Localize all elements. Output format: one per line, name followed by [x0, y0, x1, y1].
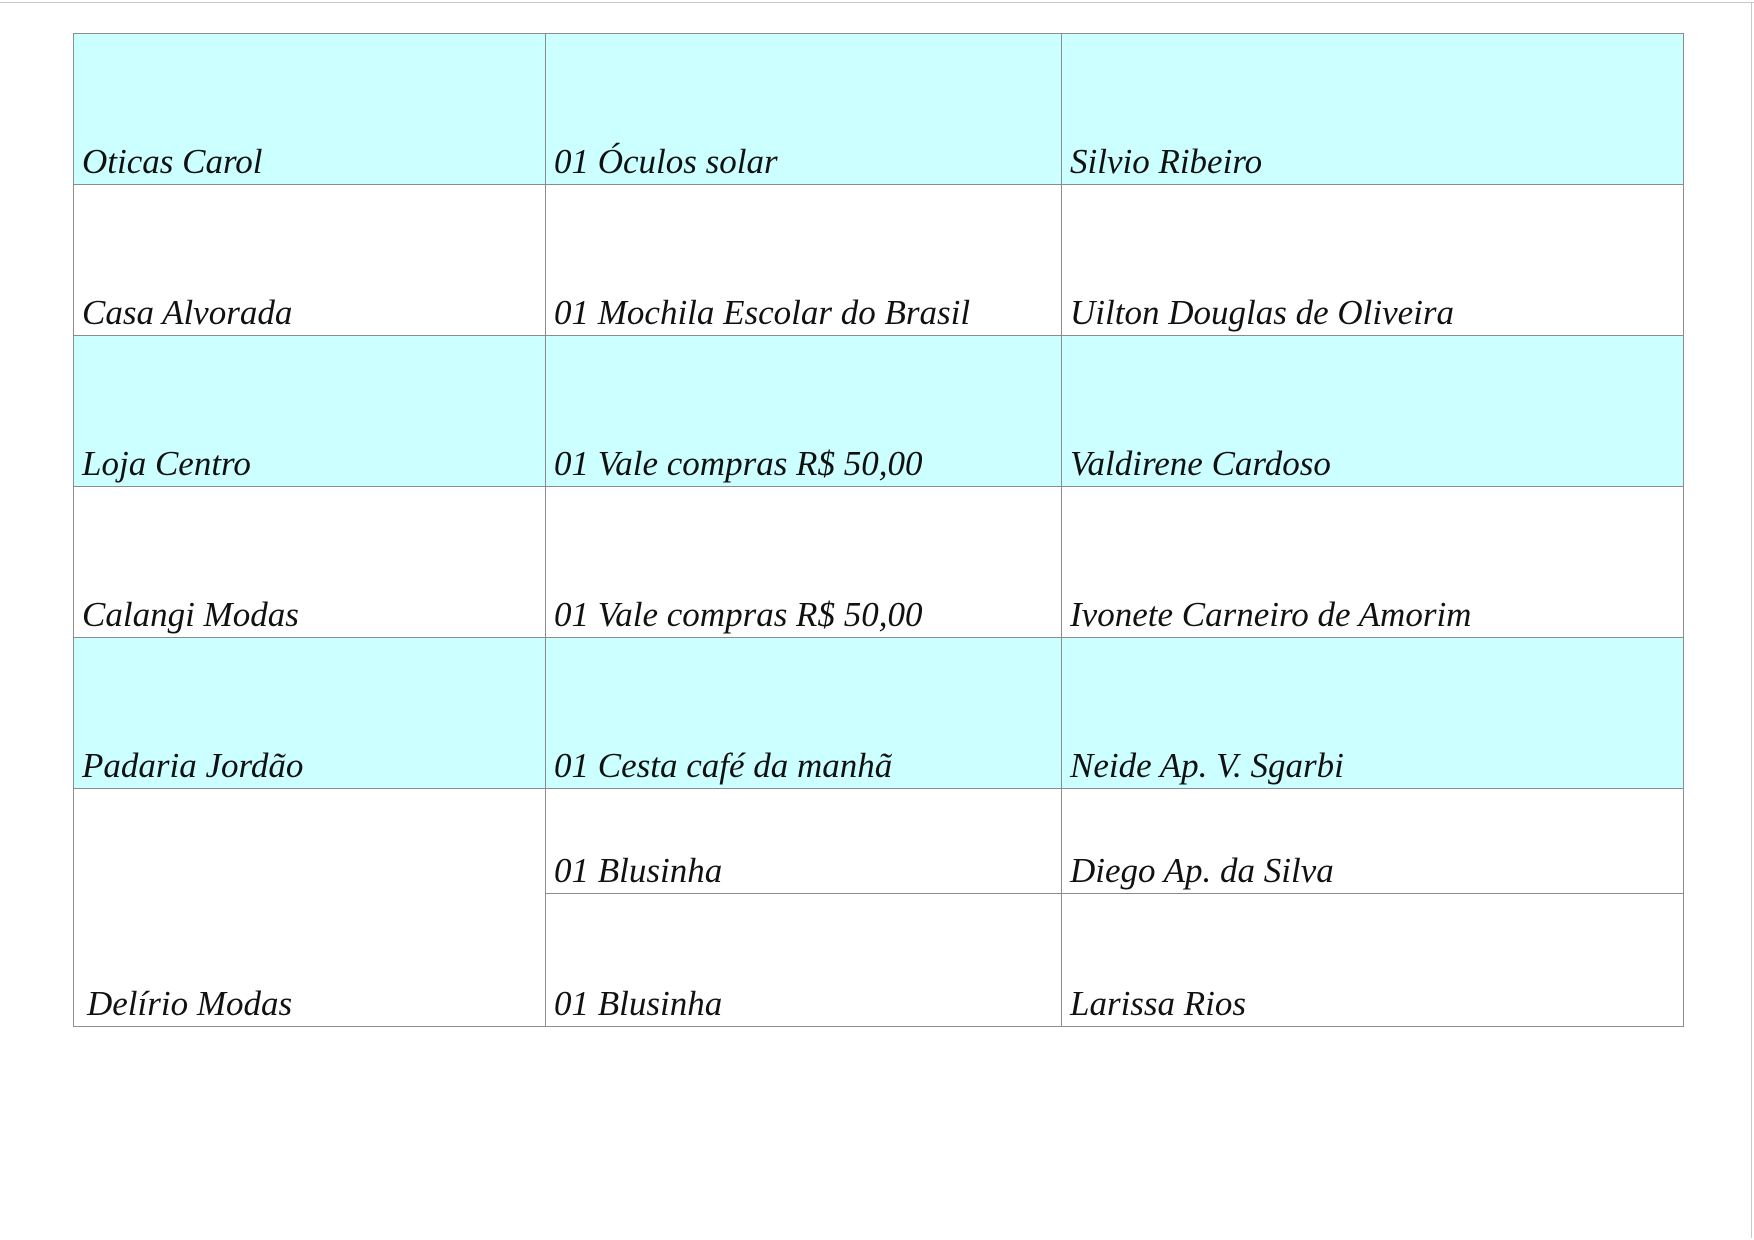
prize-cell: 01 Vale compras R$ 50,00	[546, 336, 1062, 487]
prize-cell: 01 Blusinha	[546, 789, 1062, 894]
winner-cell: Uilton Douglas de Oliveira	[1062, 185, 1684, 336]
store-cell: Oticas Carol	[74, 34, 546, 185]
table-row	[74, 185, 1684, 336]
store-cell: Padaria Jordão	[74, 638, 546, 789]
winner-cell: Larissa Rios	[1062, 894, 1684, 1027]
winner-cell: Ivonete Carneiro de Amorim	[1062, 487, 1684, 638]
table-row	[74, 34, 1684, 185]
prize-cell: 01 Mochila Escolar do Brasil	[546, 185, 1062, 336]
prize-cell: 01 Cesta café da manhã	[546, 638, 1062, 789]
store-cell: Delírio Modas	[74, 789, 546, 1027]
table-row	[74, 638, 1684, 789]
table-row	[74, 487, 1684, 638]
store-cell: Loja Centro	[74, 336, 546, 487]
page-edge-right	[1751, 2, 1752, 1238]
winner-cell: Valdirene Cardoso	[1062, 336, 1684, 487]
winner-cell: Silvio Ribeiro	[1062, 34, 1684, 185]
prize-cell: 01 Vale compras R$ 50,00	[546, 487, 1062, 638]
prize-cell: 01 Blusinha	[546, 894, 1062, 1027]
page-edge-top	[0, 2, 1754, 3]
prize-winners-table	[73, 33, 1684, 1027]
table-row	[74, 336, 1684, 487]
table-row	[74, 789, 1684, 894]
prize-cell: 01 Óculos solar	[546, 34, 1062, 185]
store-cell: Calangi Modas	[74, 487, 546, 638]
winner-cell: Diego Ap. da Silva	[1062, 789, 1684, 894]
winner-cell: Neide Ap. V. Sgarbi	[1062, 638, 1684, 789]
store-cell: Casa Alvorada	[74, 185, 546, 336]
